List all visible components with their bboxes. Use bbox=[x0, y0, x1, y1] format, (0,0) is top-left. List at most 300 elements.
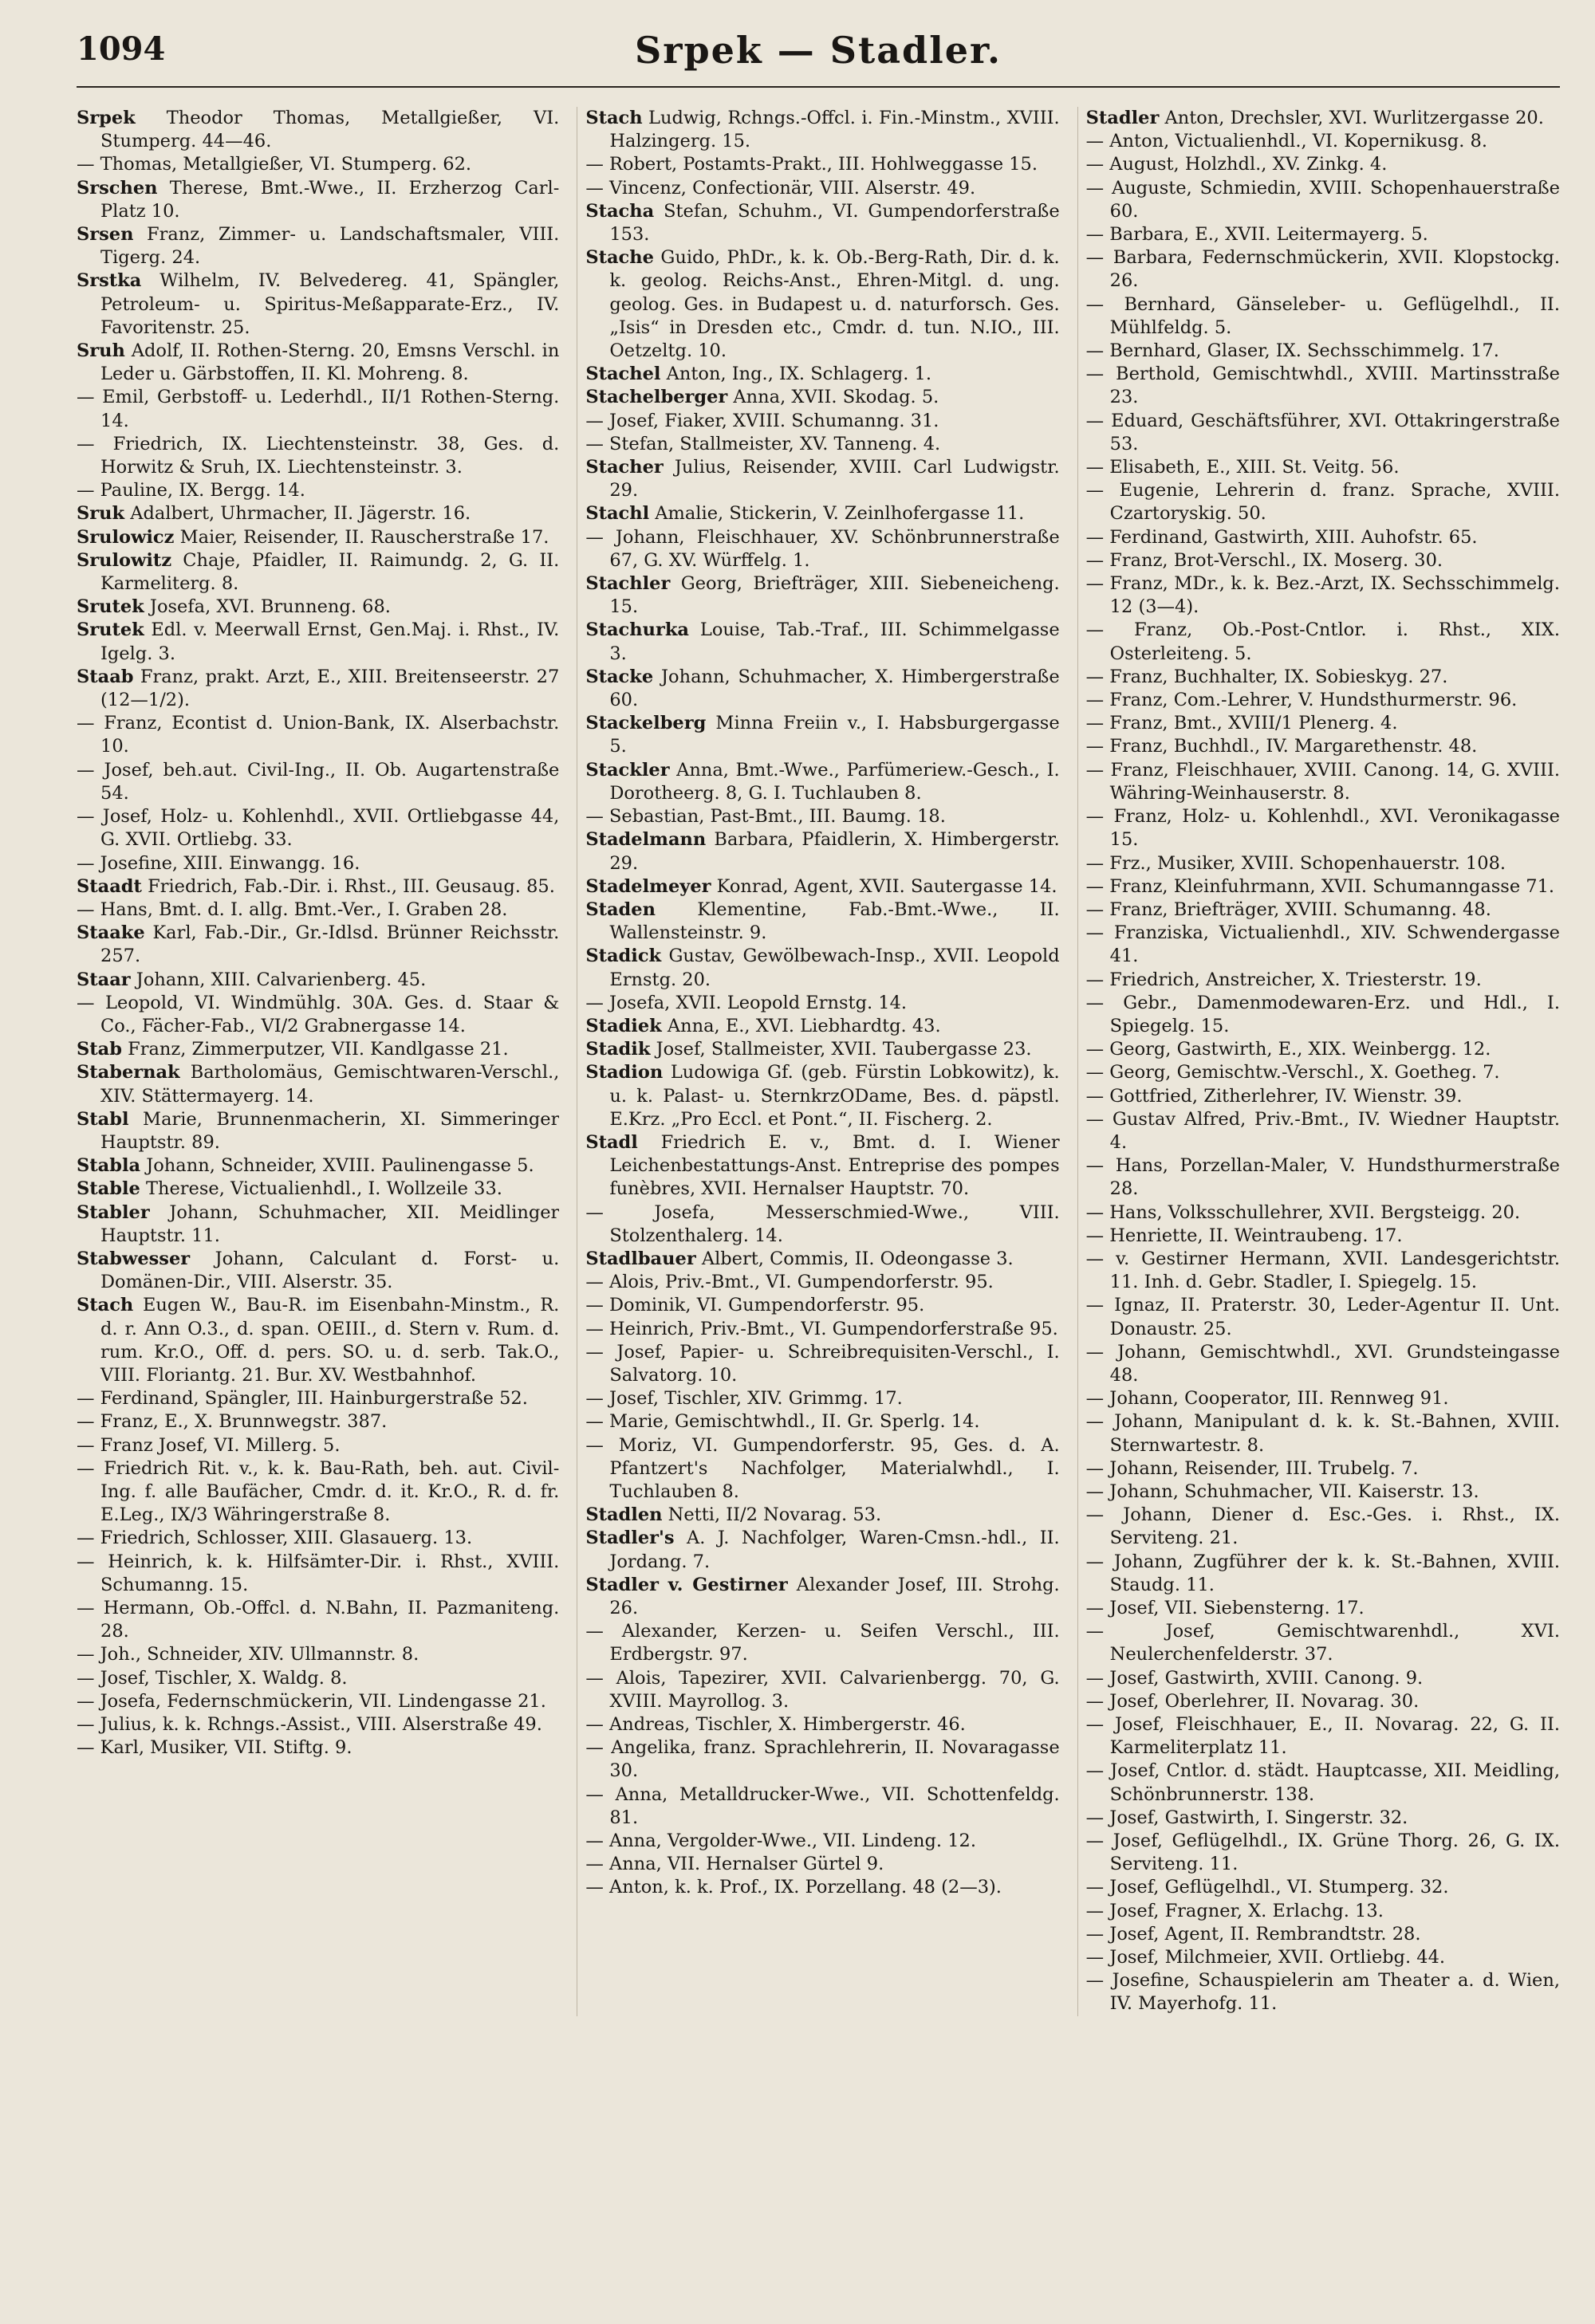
entry-details: Johann, Schneider, XVIII. Paulinengasse 5. bbox=[140, 1155, 534, 1177]
entry-details: — Elisabeth, E., XIII. St. Veitg. 56. bbox=[1085, 457, 1400, 478]
directory-entry bbox=[1086, 1946, 1560, 1969]
directory-entry bbox=[585, 1876, 1059, 1899]
entry-details: Stefan, Schuhm., VI. Gumpendorferstraße 153. bbox=[609, 200, 1060, 246]
entry-surname: Stacha bbox=[585, 200, 655, 222]
entry-details: Franz, Zimmer- u. Landschaftsmaler, VIII. Tigerg. 24. bbox=[100, 224, 560, 269]
entry-details: — Gustav Alfred, Priv.-Bmt., IV. Wiedner Hauptstr. 4. bbox=[1085, 1108, 1560, 1153]
directory-entry bbox=[1086, 1085, 1560, 1108]
directory-entry bbox=[77, 899, 559, 922]
entry-surname: Stadion bbox=[585, 1062, 664, 1083]
entry-details: — Barbara, E., XVII. Leitermayerg. 5. bbox=[1085, 224, 1428, 246]
entry-details: — Josef, Geflügelhdl., IX. Grüne Thorg. 26, G. IX. Serviteng. 11. bbox=[1085, 1830, 1560, 1875]
entry-surname: Stadlbauer bbox=[585, 1248, 696, 1269]
directory-entry bbox=[585, 1015, 1059, 1038]
entry-surname: Stadik bbox=[585, 1039, 651, 1060]
directory-entry bbox=[585, 1830, 1059, 1853]
directory-entry bbox=[1086, 1830, 1560, 1876]
column-2 bbox=[577, 107, 1059, 2016]
directory-entry bbox=[77, 340, 559, 386]
entry-details: — Anna, VII. Hernalser Gürtel 9. bbox=[585, 1854, 884, 1875]
directory-entry bbox=[585, 759, 1059, 805]
entry-details: — Josef, Milchmeier, XVII. Ortliebg. 44. bbox=[1085, 1947, 1446, 1968]
directory-entry bbox=[1086, 689, 1560, 712]
entry-surname: Srpek bbox=[77, 108, 136, 128]
entry-details: — Franz, Buchhalter, IX. Sobieskyg. 27. bbox=[1085, 666, 1448, 687]
directory-entry bbox=[585, 1248, 1059, 1271]
entry-surname: Srutek bbox=[77, 596, 144, 618]
directory-entry bbox=[1086, 107, 1560, 130]
directory-entry bbox=[1086, 549, 1560, 572]
entry-details: Gustav, Gewölbewach-Insp., XVII. Leopold Ernstg. 20. bbox=[609, 946, 1060, 990]
entry-details: — Josef, VII. Siebensterng. 17. bbox=[1085, 1598, 1365, 1618]
entry-surname: Stach bbox=[585, 108, 643, 128]
entry-surname: Staake bbox=[77, 922, 145, 944]
directory-entry bbox=[585, 177, 1059, 200]
entry-details: — Anton, Victualienhdl., VI. Kopernikusg. 8. bbox=[1085, 131, 1487, 152]
directory-entry bbox=[77, 1154, 559, 1178]
directory-entry bbox=[585, 666, 1059, 712]
directory-entry bbox=[77, 1690, 559, 1713]
entry-surname: Stadick bbox=[585, 946, 662, 967]
entry-details: — Heinrich, k. k. Hilfsämter-Dir. i. Rhst., XVIII. Schumanng. 15. bbox=[77, 1551, 560, 1595]
entry-details: — Gebr., Damenmodewaren-Erz. und Hdl., I. Spiegelg. 15. bbox=[1085, 992, 1560, 1036]
directory-entry bbox=[585, 363, 1059, 386]
entry-details: — Anna, Metalldrucker-Wwe., VII. Schottenfeldg. 81. bbox=[585, 1783, 1060, 1828]
entry-details: Konrad, Agent, XVII. Sautergasse 14. bbox=[711, 875, 1057, 897]
directory-entry bbox=[1086, 479, 1560, 525]
entry-details: — Heinrich, Priv.-Bmt., VI. Gumpendorferstraße 95. bbox=[585, 1318, 1058, 1339]
directory-entry bbox=[1086, 1154, 1560, 1201]
entry-details: Therese, Bmt.-Wwe., II. Erzherzog Carl-Platz 10. bbox=[100, 177, 560, 222]
directory-entry bbox=[585, 386, 1059, 409]
entry-surname: Stadler v. Gestirner bbox=[585, 1574, 788, 1595]
directory-entry bbox=[1086, 1551, 1560, 1597]
directory-entry bbox=[77, 712, 559, 758]
entry-details: — Josef, Gemischtwarenhdl., XVI. Neulerchenfelderstr. 37. bbox=[1085, 1621, 1560, 1665]
directory-entry bbox=[1086, 922, 1560, 968]
entry-details: — Josef, beh.aut. Civil-Ing., II. Ob. Augartenstraße 54. bbox=[77, 759, 560, 804]
entry-details: Maier, Reisender, II. Rauscherstraße 17. bbox=[174, 526, 549, 548]
entry-details: Netti, II/2 Novarag. 53. bbox=[662, 1504, 882, 1526]
directory-entry bbox=[77, 177, 559, 223]
entry-details: — August, Holzhdl., XV. Zinkg. 4. bbox=[1085, 154, 1388, 175]
entry-surname: Stachurka bbox=[585, 619, 689, 641]
entry-surname: Stabwesser bbox=[77, 1248, 191, 1269]
entry-details: — Eugenie, Lehrerin d. franz. Sprache, XVIII. Czartoryskig. 50. bbox=[1085, 480, 1560, 525]
entry-details: — Johann, Fleischhauer, XV. Schönbrunnerstraße 67, G. XV. Würffelg. 1. bbox=[585, 526, 1060, 571]
entry-details: — Johann, Zugführer der k. k. St.-Bahnen, XVIII. Staudg. 11. bbox=[1085, 1551, 1560, 1595]
entry-details: — Josefa, Federnschmückerin, VII. Lindengasse 21. bbox=[77, 1690, 546, 1712]
directory-entry bbox=[585, 1783, 1059, 1830]
entry-details: — Josefine, XIII. Einwangg. 16. bbox=[77, 852, 360, 874]
entry-details: Anna, E., XVI. Liebhardtg. 43. bbox=[661, 1015, 941, 1036]
directory-entry bbox=[77, 1061, 559, 1107]
entry-surname: Stackler bbox=[585, 759, 670, 781]
entry-details: — Josef, Papier- u. Schreibrequisiten-Verschl., I. Salvatorg. 10. bbox=[585, 1341, 1060, 1386]
entry-surname: Staar bbox=[77, 969, 131, 990]
entry-surname: Srschen bbox=[77, 177, 158, 199]
directory-entry bbox=[77, 666, 559, 712]
entry-surname: Stach bbox=[77, 1295, 134, 1316]
directory-entry bbox=[585, 433, 1059, 456]
entry-surname: Stadelmeyer bbox=[585, 875, 711, 897]
entry-details: — Hans, Volksschullehrer, XVII. Bergsteigg. 20. bbox=[1085, 1201, 1521, 1223]
entry-details: — Johann, Reisender, III. Trubelg. 7. bbox=[1085, 1457, 1419, 1479]
entry-surname: Stachl bbox=[585, 503, 650, 525]
directory-entry bbox=[1086, 852, 1560, 875]
directory-entry bbox=[1086, 1294, 1560, 1340]
entry-surname: Stachler bbox=[585, 573, 671, 595]
entry-surname: Stabl bbox=[77, 1108, 129, 1130]
entry-details: — Anna, Vergolder-Wwe., VII. Lindeng. 12. bbox=[585, 1830, 976, 1852]
directory-entry bbox=[77, 1713, 559, 1736]
entry-details: — Franz, Brot-Verschl., IX. Moserg. 30. bbox=[1085, 549, 1443, 571]
entry-details: Wilhelm, IV. Belvedereg. 41, Spängler, Petroleum- u. Spiritus-Meßapparate-Erz., IV. Favoritenstr. 25. bbox=[100, 270, 560, 338]
directory-columns bbox=[77, 107, 1560, 2016]
directory-entry bbox=[1086, 1969, 1560, 2015]
directory-entry bbox=[77, 1736, 559, 1760]
entry-details: Josef, Stallmeister, XVII. Taubergasse 23. bbox=[650, 1039, 1032, 1060]
directory-entry bbox=[585, 1038, 1059, 1061]
directory-entry bbox=[585, 572, 1059, 619]
page-number: 1094 bbox=[77, 30, 166, 68]
entry-details: — Karl, Musiker, VII. Stiftg. 9. bbox=[77, 1737, 352, 1759]
directory-entry bbox=[1086, 246, 1560, 293]
entry-surname: Stadlen bbox=[585, 1504, 663, 1526]
directory-entry bbox=[77, 852, 559, 875]
entry-details: — Gottfried, Zitherlehrer, IV. Wienstr. 39. bbox=[1085, 1085, 1463, 1107]
directory-entry bbox=[77, 1643, 559, 1666]
directory-entry bbox=[1086, 1387, 1560, 1410]
directory-entry bbox=[77, 107, 559, 153]
directory-entry bbox=[1086, 1341, 1560, 1387]
directory-entry bbox=[77, 479, 559, 502]
entry-details: — Friedrich, IX. Liechtensteinstr. 38, Ges. d. Horwitz & Sruh, IX. Liechtensteinstr. 3. bbox=[77, 433, 560, 478]
entry-details: — Alois, Tapezirer, XVII. Calvarienbergg. 70, G. XVIII. Mayrollog. 3. bbox=[585, 1667, 1060, 1712]
entry-details: — Franz, Buchhdl., IV. Margarethenstr. 48. bbox=[1085, 736, 1478, 757]
entry-surname: Stabernak bbox=[77, 1062, 180, 1083]
entry-details: Julius, Reisender, XVIII. Carl Ludwigstr. 29. bbox=[609, 457, 1060, 501]
entry-details: — Vincenz, Confectionär, VIII. Alserstr. 49. bbox=[585, 177, 976, 199]
directory-entry bbox=[77, 1527, 559, 1550]
entry-details: — Barbara, Federnschmückerin, XVII. Klopstockg. 26. bbox=[1085, 247, 1560, 292]
directory-entry bbox=[77, 1457, 559, 1528]
entry-details: — Dominik, VI. Gumpendorferstr. 95. bbox=[585, 1295, 925, 1316]
entry-surname: Stadl bbox=[585, 1131, 638, 1153]
entry-details: Edl. v. Meerwall Ernst, Gen.Maj. i. Rhst., IV. Igelg. 3. bbox=[100, 619, 560, 664]
directory-entry bbox=[1086, 1620, 1560, 1666]
directory-entry bbox=[1086, 805, 1560, 851]
entry-details: Josefa, XVI. Brunneng. 68. bbox=[144, 596, 391, 618]
entry-details: — Franz, Ob.-Post-Cntlor. i. Rhst., XIX. Osterleiteng. 5. bbox=[1085, 619, 1560, 664]
directory-entry bbox=[585, 1410, 1059, 1433]
directory-entry bbox=[1086, 1923, 1560, 1946]
running-title: Srpek — Stadler. bbox=[635, 29, 1002, 72]
entry-details: — Alois, Priv.-Bmt., VI. Gumpendorferstr. 95. bbox=[585, 1272, 994, 1293]
directory-entry bbox=[77, 1178, 559, 1201]
directory-entry bbox=[1086, 1061, 1560, 1084]
directory-entry bbox=[77, 223, 559, 269]
entry-details: Eugen W., Bau-R. im Eisenbahn-Minstm., R. d. r. Ann O.3., d. span. OEIII., d. Stern v. Rum. d. rum. Kr.O., Off. d. pers. SO. u. d. serb. Tak.O., VIII. Floriantg. 21. Bur. XV. Westbahnhof. bbox=[100, 1295, 560, 1386]
directory-entry bbox=[585, 1387, 1059, 1410]
directory-entry bbox=[1086, 1760, 1560, 1806]
directory-entry bbox=[1086, 969, 1560, 992]
entry-details: — Franziska, Victualienhdl., XIV. Schwendergasse 41. bbox=[1085, 922, 1560, 967]
entry-details: — Henriette, II. Weintraubeng. 17. bbox=[1085, 1225, 1403, 1246]
entry-details: Theodor Thomas, Metallgießer, VI. Stumperg. 44—46. bbox=[100, 108, 560, 152]
directory-entry bbox=[585, 526, 1059, 572]
entry-details: — Marie, Gemischtwhdl., II. Gr. Sperlg. 14. bbox=[585, 1411, 980, 1433]
entry-surname: Stadler's bbox=[585, 1528, 675, 1549]
directory-entry bbox=[585, 246, 1059, 363]
entry-details: — Franz, Bmt., XVIII/1 Plenerg. 4. bbox=[1085, 713, 1398, 734]
entry-details: — Alexander, Kerzen- u. Seifen Verschl., III. Erdbergstr. 97. bbox=[585, 1621, 1060, 1665]
entry-details: — Pauline, IX. Bergg. 14. bbox=[77, 480, 305, 501]
directory-entry bbox=[77, 433, 559, 479]
entry-details: — Eduard, Geschäftsführer, XVI. Ottakringerstraße 53. bbox=[1085, 410, 1560, 454]
directory-entry bbox=[1086, 1597, 1560, 1620]
directory-entry bbox=[1086, 526, 1560, 549]
directory-entry bbox=[585, 1853, 1059, 1876]
directory-entry bbox=[585, 200, 1059, 246]
entry-surname: Stachel bbox=[585, 364, 661, 385]
directory-entry bbox=[1086, 1201, 1560, 1225]
directory-entry bbox=[1086, 1481, 1560, 1504]
directory-entry bbox=[1086, 1504, 1560, 1550]
entry-details: Johann, XIII. Calvarienberg. 45. bbox=[130, 969, 427, 990]
entry-details: — Frz., Musiker, XVIII. Schopenhauerstr. 108. bbox=[1085, 852, 1506, 874]
directory-entry bbox=[585, 1504, 1059, 1527]
directory-entry bbox=[1086, 177, 1560, 223]
entry-details: — Bernhard, Glaser, IX. Sechsschimmelg. 17. bbox=[1085, 340, 1499, 362]
directory-entry bbox=[1086, 992, 1560, 1038]
entry-details: — Angelika, franz. Sprachlehrerin, II. Novaragasse 30. bbox=[585, 1737, 1060, 1782]
directory-entry bbox=[585, 1620, 1059, 1666]
directory-entry bbox=[1086, 619, 1560, 665]
directory-entry bbox=[585, 945, 1059, 991]
entry-surname: Stabla bbox=[77, 1155, 141, 1177]
directory-entry bbox=[77, 759, 559, 805]
directory-entry bbox=[77, 1294, 559, 1387]
entry-details: — Ignaz, II. Praterstr. 30, Leder-Agentur II. Unt. Donaustr. 25. bbox=[1085, 1295, 1560, 1339]
entry-details: — Berthold, Gemischtwhdl., XVIII. Martinsstraße 23. bbox=[1085, 364, 1560, 408]
entry-details: — Hans, Porzellan-Maler, V. Hundsthurmerstraße 28. bbox=[1085, 1155, 1560, 1200]
directory-entry bbox=[77, 1434, 559, 1457]
entry-details: — Hans, Bmt. d. I. allg. Bmt.-Ver., I. Graben 28. bbox=[77, 899, 508, 920]
directory-entry bbox=[1086, 1667, 1560, 1690]
directory-entry bbox=[1086, 410, 1560, 456]
directory-entry bbox=[77, 549, 559, 596]
entry-details: — Josef, Tischler, X. Waldg. 8. bbox=[77, 1667, 348, 1689]
entry-details: — Moriz, VI. Gumpendorferstr. 95, Ges. d. A. Pfantzert's Nachfolger, Materialwhdl., I. Tuchlauben 8. bbox=[585, 1434, 1060, 1502]
entry-details: — Franz, E., X. Brunnwegstr. 387. bbox=[77, 1411, 388, 1433]
entry-details: — Franz, Holz- u. Kohlenhdl., XVI. Veronikagasse 15. bbox=[1085, 806, 1560, 851]
directory-entry bbox=[585, 712, 1059, 758]
entry-details: Friedrich, Fab.-Dir. i. Rhst., III. Geusaug. 85. bbox=[141, 875, 555, 897]
entry-details: — Bernhard, Gänseleber- u. Geflügelhdl., II. Mühlfeldg. 5. bbox=[1085, 293, 1560, 338]
entry-details: Adalbert, Uhrmacher, II. Jägerstr. 16. bbox=[124, 503, 471, 525]
directory-entry bbox=[77, 1201, 559, 1248]
entry-details: Minna Freiin v., I. Habsburgergasse 5. bbox=[609, 713, 1060, 757]
directory-entry bbox=[1086, 363, 1560, 409]
entry-details: — Johann, Cooperator, III. Rennweg 91. bbox=[1085, 1388, 1449, 1410]
directory-entry bbox=[77, 1248, 559, 1294]
directory-entry bbox=[1086, 1410, 1560, 1457]
entry-surname: Srsen bbox=[77, 224, 134, 246]
entry-details: — Franz Josef, VI. Millerg. 5. bbox=[77, 1434, 341, 1456]
entry-details: — Josef, Fleischhauer, E., II. Novarag. 22, G. II. Karmeliterplatz 11. bbox=[1085, 1714, 1560, 1759]
directory-entry bbox=[1086, 1248, 1560, 1294]
directory-entry bbox=[77, 1108, 559, 1154]
directory-entry bbox=[77, 386, 559, 432]
entry-details: — Josefine, Schauspielerin am Theater a. d. Wien, IV. Mayerhofg. 11. bbox=[1085, 1970, 1560, 2015]
entry-surname: Staden bbox=[585, 899, 656, 920]
entry-details: — Franz, Econtist d. Union-Bank, IX. Alserbachstr. 10. bbox=[77, 713, 560, 757]
directory-entry bbox=[585, 992, 1059, 1015]
entry-details: — Emil, Gerbstoff- u. Lederhdl., II/1 Rothen-Sterng. 14. bbox=[77, 387, 560, 431]
directory-entry bbox=[585, 502, 1059, 525]
directory-entry bbox=[585, 410, 1059, 433]
entry-details: — Sebastian, Past-Bmt., III. Baumg. 18. bbox=[585, 806, 946, 828]
directory-entry bbox=[77, 526, 559, 549]
entry-details: — Josefa, Messerschmied-Wwe., VIII. Stolzenthalerg. 14. bbox=[585, 1201, 1060, 1246]
entry-details: — Georg, Gastwirth, E., XIX. Weinbergg. 12. bbox=[1085, 1039, 1491, 1060]
directory-entry bbox=[77, 502, 559, 525]
directory-entry bbox=[77, 1038, 559, 1061]
directory-entry bbox=[585, 1294, 1059, 1317]
directory-entry bbox=[1086, 153, 1560, 176]
directory-entry bbox=[585, 1736, 1059, 1783]
entry-details: Louise, Tab.-Traf., III. Schimmelgasse 3. bbox=[609, 619, 1060, 664]
entry-details: — Friedrich, Schlosser, XIII. Glasauerg. 13. bbox=[77, 1528, 473, 1549]
directory-entry bbox=[77, 596, 559, 619]
directory-entry bbox=[1086, 735, 1560, 758]
entry-details: Johann, Schuhmacher, XII. Meidlinger Hauptstr. 11. bbox=[100, 1201, 560, 1246]
directory-entry bbox=[77, 805, 559, 851]
directory-entry bbox=[585, 1713, 1059, 1736]
directory-entry bbox=[585, 1527, 1059, 1573]
entry-details: Chaje, Pfaidler, II. Raimundg. 2, G. II. Karmeliterg. 8. bbox=[100, 549, 560, 595]
column-3 bbox=[1077, 107, 1560, 2016]
directory-entry bbox=[585, 875, 1059, 899]
entry-details: — Ferdinand, Gastwirth, XIII. Auhofstr. 65. bbox=[1085, 526, 1478, 548]
entry-details: Ludwig, Rchngs.-Offcl. i. Fin.-Minstm., XVIII. Halzingerg. 15. bbox=[609, 108, 1060, 152]
directory-entry bbox=[1086, 759, 1560, 805]
directory-entry bbox=[77, 1597, 559, 1643]
entry-details: Friedrich E. v., Bmt. d. I. Wiener Leichenbestattungs-Anst. Entreprise des pompes funèbres, XVII. Hernalser Hauptstr. 70. bbox=[609, 1131, 1060, 1200]
directory-entry bbox=[585, 1061, 1059, 1131]
directory-entry bbox=[77, 269, 559, 340]
directory-entry bbox=[1086, 875, 1560, 899]
entry-details: — Georg, Gemischtw.-Verschl., X. Goetheg. 7. bbox=[1085, 1062, 1500, 1083]
entry-details: Bartholomäus, Gemischtwaren-Verschl., XIV. Stättermayerg. 14. bbox=[100, 1062, 560, 1107]
column-1 bbox=[77, 107, 559, 2016]
entry-surname: Stachelberger bbox=[585, 387, 728, 408]
directory-entry bbox=[585, 1271, 1059, 1294]
entry-details: — v. Gestirner Hermann, XVII. Landesgerichtstr. 11. Inh. d. Gebr. Stadler, I. Spiegelg. 15. bbox=[1085, 1248, 1560, 1293]
directory-entry bbox=[1086, 1807, 1560, 1830]
entry-details: — Franz, MDr., k. k. Bez.-Arzt, IX. Sechsschimmelg. 12 (3—4). bbox=[1085, 573, 1560, 618]
entry-details: Therese, Victualienhdl., I. Wollzeile 33. bbox=[140, 1178, 502, 1200]
entry-surname: Staab bbox=[77, 666, 134, 687]
entry-details: — Josef, Fiaker, XVIII. Schumanng. 31. bbox=[585, 410, 939, 431]
entry-surname: Stadler bbox=[1085, 108, 1160, 128]
page-header bbox=[77, 22, 1560, 88]
directory-entry bbox=[1086, 1690, 1560, 1713]
directory-entry bbox=[1086, 1108, 1560, 1154]
entry-details: A. J. Nachfolger, Waren-Cmsn.-hdl., II. Jordang. 7. bbox=[609, 1528, 1060, 1572]
directory-entry bbox=[77, 153, 559, 176]
directory-entry bbox=[585, 619, 1059, 665]
directory-entry bbox=[585, 153, 1059, 176]
directory-entry bbox=[77, 1410, 559, 1433]
entry-details: Georg, Briefträger, XIII. Siebeneicheng. 15. bbox=[609, 573, 1060, 618]
entry-details: Ludowiga Gf. (geb. Fürstin Lobkowitz), k. u. k. Palast- u. SternkrzODame, Bes. d. päpstl. E.Krz. „Pro Eccl. et Pont.“, II. Fischerg. 2. bbox=[609, 1062, 1060, 1130]
directory-entry bbox=[585, 456, 1059, 502]
entry-details: — Josef, Fragner, X. Erlachg. 13. bbox=[1085, 1900, 1384, 1921]
entry-details: — Friedrich, Anstreicher, X. Triesterstr. 19. bbox=[1085, 969, 1482, 990]
entry-details: — Ferdinand, Spängler, III. Hainburgerstraße 52. bbox=[77, 1388, 528, 1410]
entry-details: — Josef, Gastwirth, I. Singerstr. 32. bbox=[1085, 1807, 1408, 1828]
directory-entry bbox=[585, 1667, 1059, 1713]
directory-entry bbox=[585, 899, 1059, 945]
entry-surname: Stabler bbox=[77, 1201, 150, 1223]
entry-surname: Stackelberg bbox=[585, 713, 707, 734]
entry-details: — Johann, Diener d. Esc.-Ges. i. Rhst., IX. Serviteng. 21. bbox=[1085, 1504, 1560, 1549]
directory-entry bbox=[585, 1201, 1059, 1248]
directory-entry bbox=[1086, 1457, 1560, 1481]
entry-details: Johann, Calculant d. Forst- u. Domänen-Dir., VIII. Alserstr. 35. bbox=[100, 1248, 560, 1293]
entry-surname: Sruh bbox=[77, 340, 125, 362]
entry-details: Albert, Commis, II. Odeongasse 3. bbox=[695, 1248, 1014, 1269]
directory-entry bbox=[77, 875, 559, 899]
directory-entry bbox=[585, 107, 1059, 153]
directory-entry bbox=[77, 1387, 559, 1410]
entry-details: — Andreas, Tischler, X. Himbergerstr. 46. bbox=[585, 1714, 966, 1736]
entry-surname: Stadelmann bbox=[585, 829, 707, 851]
entry-details: — Josef, Gastwirth, XVIII. Canong. 9. bbox=[1085, 1667, 1424, 1689]
entry-details: Anna, XVII. Skodag. 5. bbox=[727, 387, 939, 408]
directory-entry bbox=[1086, 666, 1560, 689]
entry-details: Guido, PhDr., k. k. Ob.-Berg-Rath, Dir. d. k. k. geolog. Reichs-Anst., Ehren-Mitgl. d. ung. geolog. Ges. in Budapest u. d. naturforsch. Ges. „Isis“ in Dresden etc., Cmdr. d. tun. N.IO., III. Oetzeltg. 10. bbox=[609, 247, 1060, 362]
directory-entry bbox=[1086, 1900, 1560, 1923]
directory-entry bbox=[1086, 223, 1560, 246]
entry-details: — Franz, Com.-Lehrer, V. Hundsthurmerstr. 96. bbox=[1085, 690, 1518, 711]
entry-details: — Josefa, XVII. Leopold Ernstg. 14. bbox=[585, 992, 908, 1013]
directory-entry bbox=[1086, 293, 1560, 340]
entry-details: — Leopold, VI. Windmühlg. 30A. Ges. d. Staar & Co., Fächer-Fab., VI/2 Grabnergasse 14. bbox=[77, 992, 560, 1036]
entry-surname: Stacher bbox=[585, 457, 664, 478]
directory-entry bbox=[1086, 1876, 1560, 1899]
entry-surname: Srutek bbox=[77, 619, 144, 641]
entry-details: — Julius, k. k. Rchngs.-Assist., VIII. Alserstraße 49. bbox=[77, 1714, 542, 1736]
entry-details: Barbara, Pfaidlerin, X. Himbergerstr. 29. bbox=[609, 829, 1060, 874]
entry-details: — Johann, Manipulant d. k. k. St.-Bahnen, XVIII. Sternwartestr. 8. bbox=[1085, 1411, 1560, 1456]
directory-entry bbox=[77, 1667, 559, 1690]
entry-surname: Srstka bbox=[77, 270, 142, 292]
entry-details: Adolf, II. Rothen-Sterng. 20, Emsns Verschl. in Leder u. Gärbstoffen, II. Kl. Mohreng. 8. bbox=[100, 340, 560, 385]
entry-details: — Josef, Agent, II. Rembrandtstr. 28. bbox=[1085, 1923, 1421, 1945]
entry-details: Franz, prakt. Arzt, E., XIII. Breitenseerstr. 27 (12—1/2). bbox=[100, 666, 560, 711]
directory-entry bbox=[585, 1318, 1059, 1341]
entry-surname: Stache bbox=[585, 247, 654, 269]
directory-entry bbox=[585, 805, 1059, 828]
entry-details: — Franz, Fleischhauer, XVIII. Canong. 14, G. XVIII. Währing-Weinhauserstr. 8. bbox=[1085, 759, 1560, 804]
entry-details: — Hermann, Ob.-Offcl. d. N.Bahn, II. Pazmaniteng. 28. bbox=[77, 1598, 560, 1642]
entry-surname: Stable bbox=[77, 1178, 140, 1200]
directory-entry bbox=[585, 1131, 1059, 1201]
entry-details: Anton, Ing., IX. Schlagerg. 1. bbox=[660, 364, 931, 385]
